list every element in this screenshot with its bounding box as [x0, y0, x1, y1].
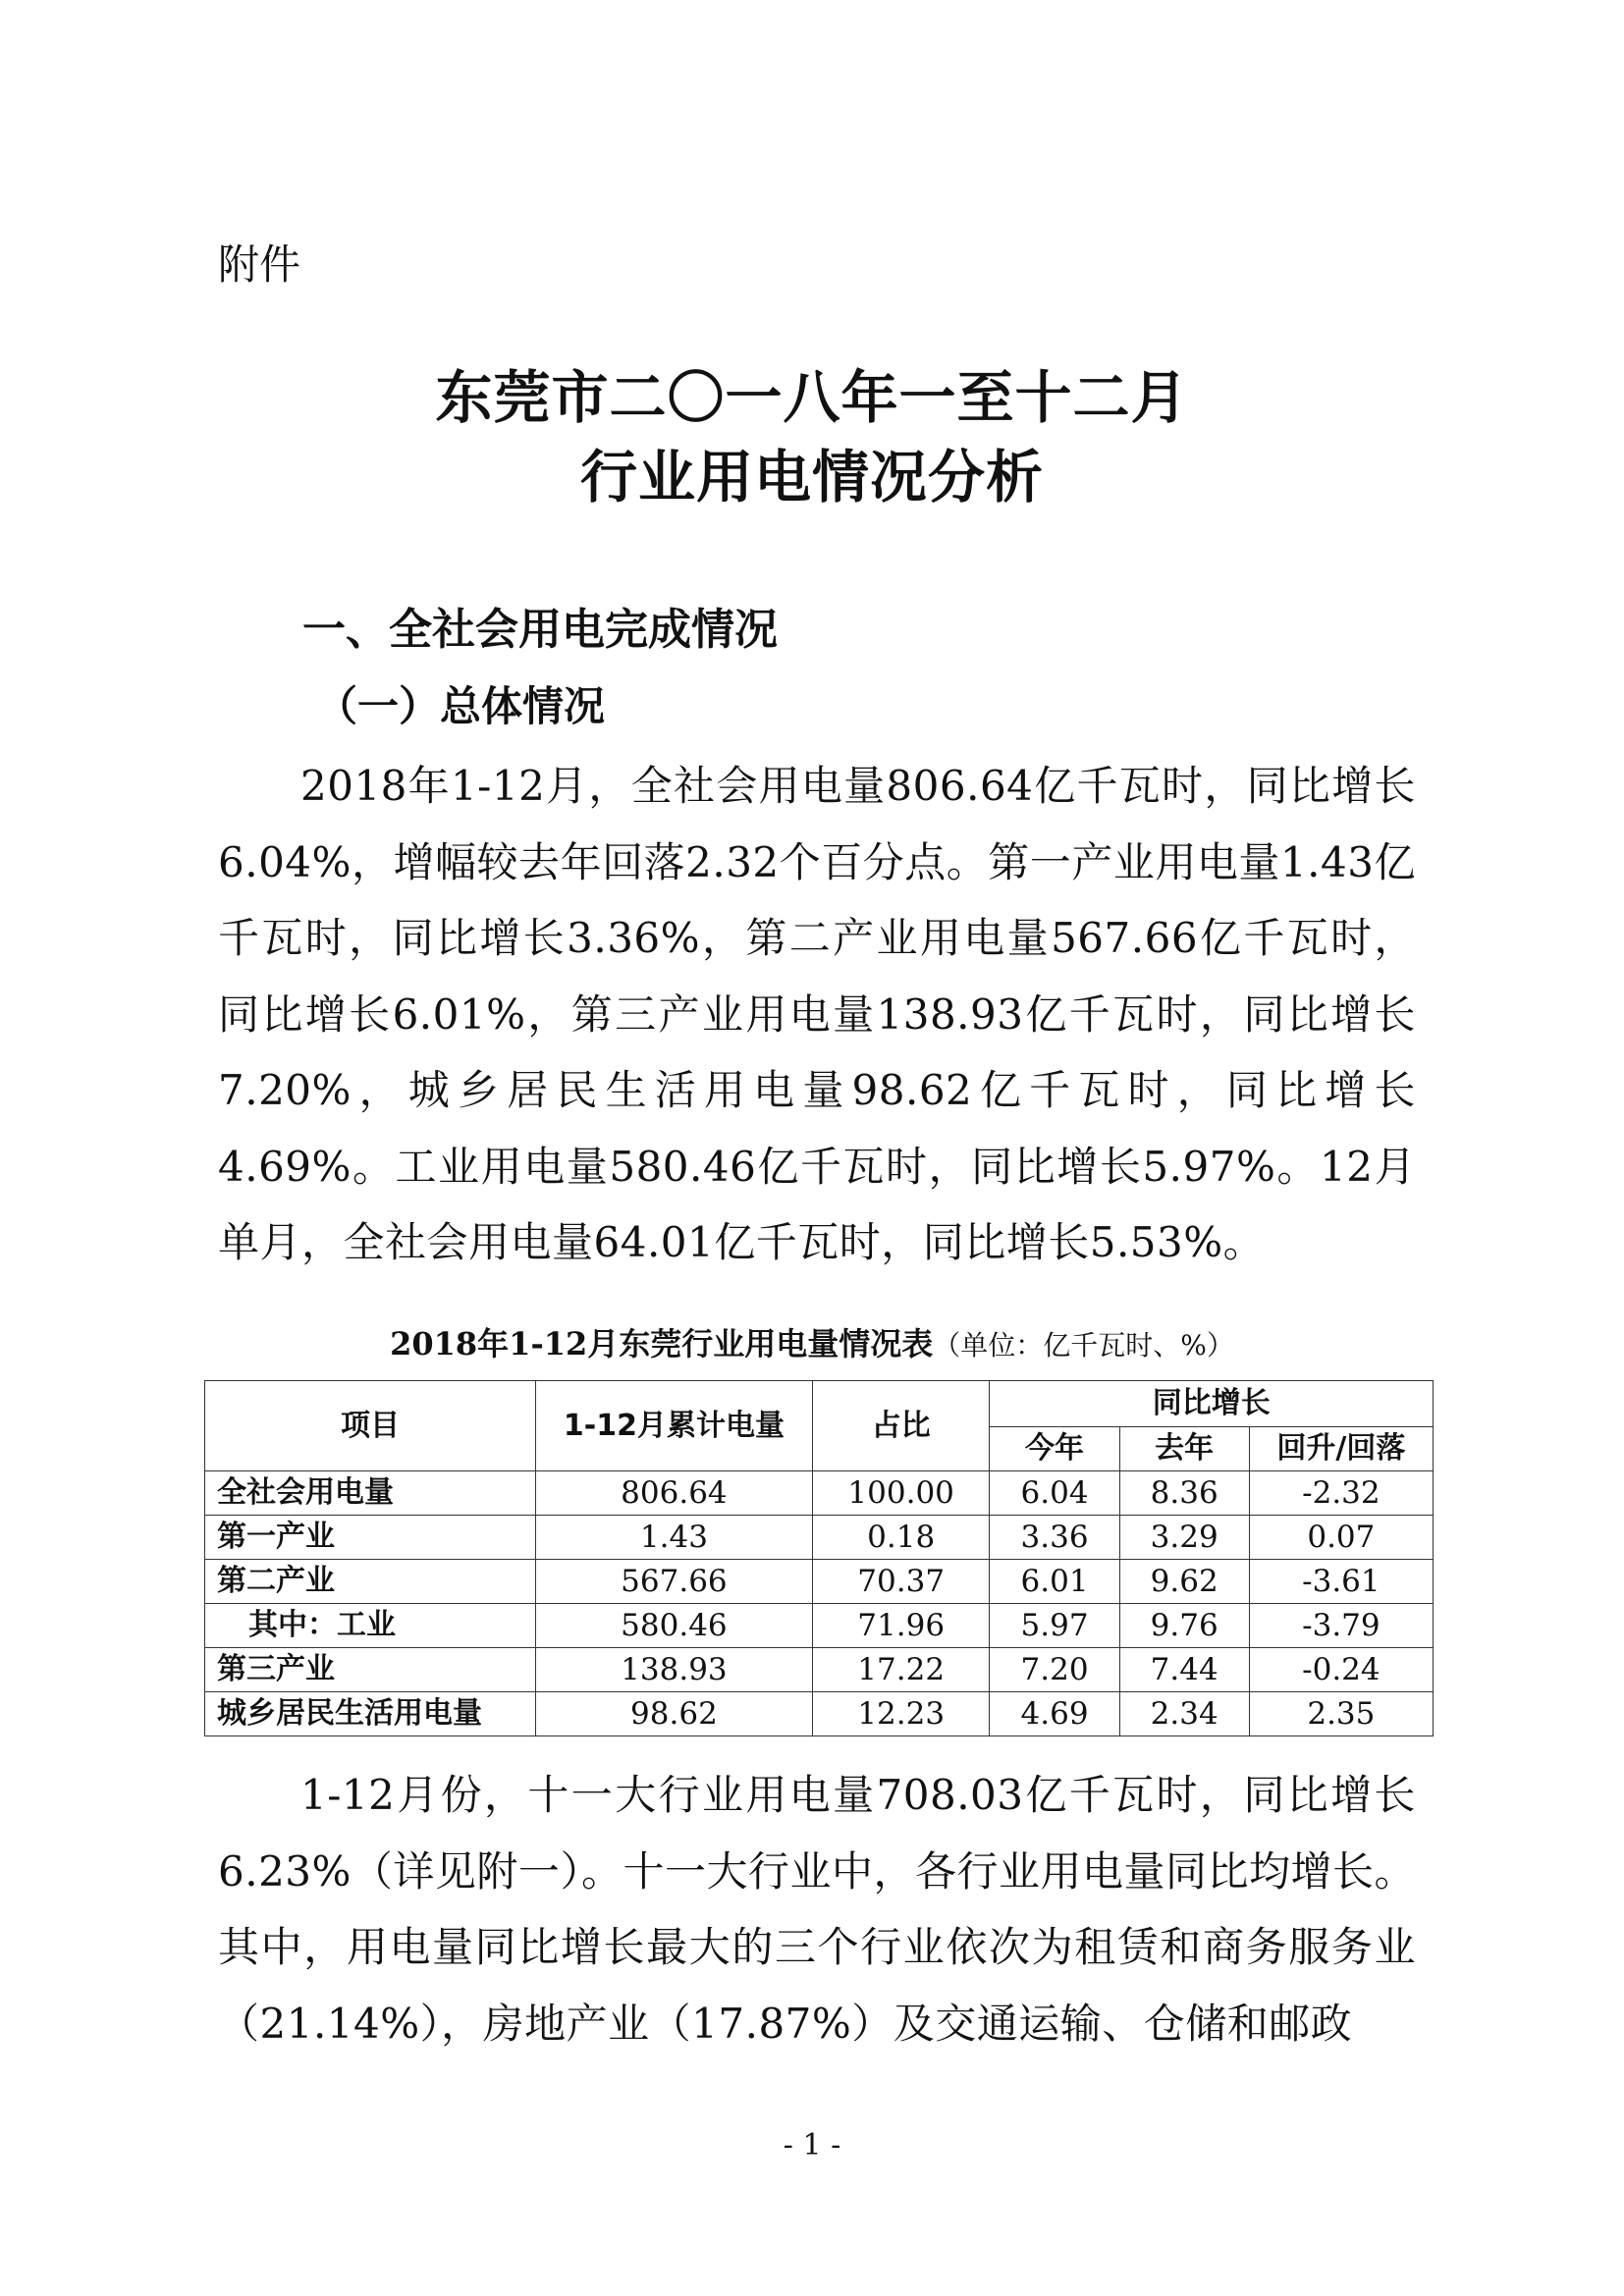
overview-paragraph: 2018年1-12月，全社会用电量806.64亿千瓦时，同比增长6.04%，增幅较去年回落2.32个百分点。第一产业用电量1.43亿千瓦时，同比增长3.36%，第二产业用电量567.66亿千瓦时，同比增长6.01%，第三产业用电量138.93亿千瓦时，同比增长7.20%，城乡居民生活用电量98.62亿千瓦时，同比增长4.69%。工业用电量580.46亿千瓦时，同比增长5.97%。12月单月，全社会用电量64.01亿千瓦时，同比增长5.53%。	[218, 762, 1416, 1266]
row-share: 70.37	[812, 1560, 990, 1604]
row-cumulative: 580.46	[535, 1604, 812, 1648]
row-last-year: 2.34	[1119, 1692, 1249, 1736]
row-share: 12.23	[812, 1692, 990, 1736]
row-this-year: 4.69	[990, 1692, 1119, 1736]
row-item: 第二产业	[205, 1560, 536, 1604]
row-last-year: 3.29	[1119, 1516, 1249, 1560]
table-row	[205, 1516, 1434, 1560]
table-header-row	[205, 1381, 1434, 1427]
row-item: 城乡居民生活用电量	[205, 1692, 536, 1736]
row-last-year: 9.62	[1119, 1560, 1249, 1604]
row-change: 0.07	[1249, 1516, 1433, 1560]
page-number: - 1 -	[783, 2128, 841, 2163]
header-share: 占比	[812, 1381, 990, 1471]
row-share: 0.18	[812, 1516, 990, 1560]
table-title: 2018年1-12月东莞行业用电量情况表	[390, 1325, 934, 1362]
row-last-year: 9.76	[1119, 1604, 1249, 1648]
table-unit: （单位：亿千瓦时、%）	[933, 1329, 1234, 1362]
header-change: 回升/回落	[1249, 1427, 1433, 1471]
usage-table	[204, 1380, 1434, 1736]
table-row	[205, 1604, 1434, 1648]
header-yoy-group: 同比增长	[990, 1381, 1434, 1427]
header-last-year: 去年	[1119, 1427, 1249, 1471]
row-this-year: 7.20	[990, 1648, 1119, 1692]
row-cumulative: 138.93	[535, 1648, 812, 1692]
row-share: 100.00	[812, 1471, 990, 1516]
attachment-label: 附件	[218, 240, 301, 289]
row-cumulative: 98.62	[535, 1692, 812, 1736]
row-this-year: 3.36	[990, 1516, 1119, 1560]
row-item: 第三产业	[205, 1648, 536, 1692]
table-row	[205, 1471, 1434, 1516]
row-change: -3.79	[1249, 1604, 1433, 1648]
table-row	[205, 1560, 1434, 1604]
industry-paragraph: 1-12月份，十一大行业用电量708.03亿千瓦时，同比增长6.23%（详见附一）。十一大行业中，各行业用电量同比均增长。其中，用电量同比增长最大的三个行业依次为租赁和商务服务业（21.14%），房地产业（17.87%）及交通运输、仓储和邮政	[218, 1771, 1416, 2048]
section-heading: 一、全社会用电完成情况	[302, 605, 778, 655]
row-this-year: 6.04	[990, 1471, 1119, 1516]
row-cumulative: 806.64	[535, 1471, 812, 1516]
row-this-year: 5.97	[990, 1604, 1119, 1648]
row-last-year: 8.36	[1119, 1471, 1249, 1516]
subsection-heading: （一）总体情况	[316, 682, 606, 730]
row-change: -0.24	[1249, 1648, 1433, 1692]
row-cumulative: 567.66	[535, 1560, 812, 1604]
header-cumulative: 1-12月累计电量	[535, 1381, 812, 1471]
table-caption	[0, 1323, 1624, 1366]
row-item: 全社会用电量	[205, 1471, 536, 1516]
row-cumulative: 1.43	[535, 1516, 812, 1560]
table-row	[205, 1648, 1434, 1692]
row-item: 其中：工业	[205, 1604, 536, 1648]
row-last-year: 7.44	[1119, 1648, 1249, 1692]
header-this-year: 今年	[990, 1427, 1119, 1471]
row-change: 2.35	[1249, 1692, 1433, 1736]
row-change: -2.32	[1249, 1471, 1433, 1516]
row-item: 第一产业	[205, 1516, 536, 1560]
row-change: -3.61	[1249, 1560, 1433, 1604]
row-share: 17.22	[812, 1648, 990, 1692]
row-share: 71.96	[812, 1604, 990, 1648]
row-this-year: 6.01	[990, 1560, 1119, 1604]
document-title-line-1: 东莞市二〇一八年一至十二月	[435, 364, 1189, 431]
header-item: 项目	[205, 1381, 536, 1471]
table-row	[205, 1692, 1434, 1736]
document-title-line-2: 行业用电情况分析	[579, 444, 1044, 510]
